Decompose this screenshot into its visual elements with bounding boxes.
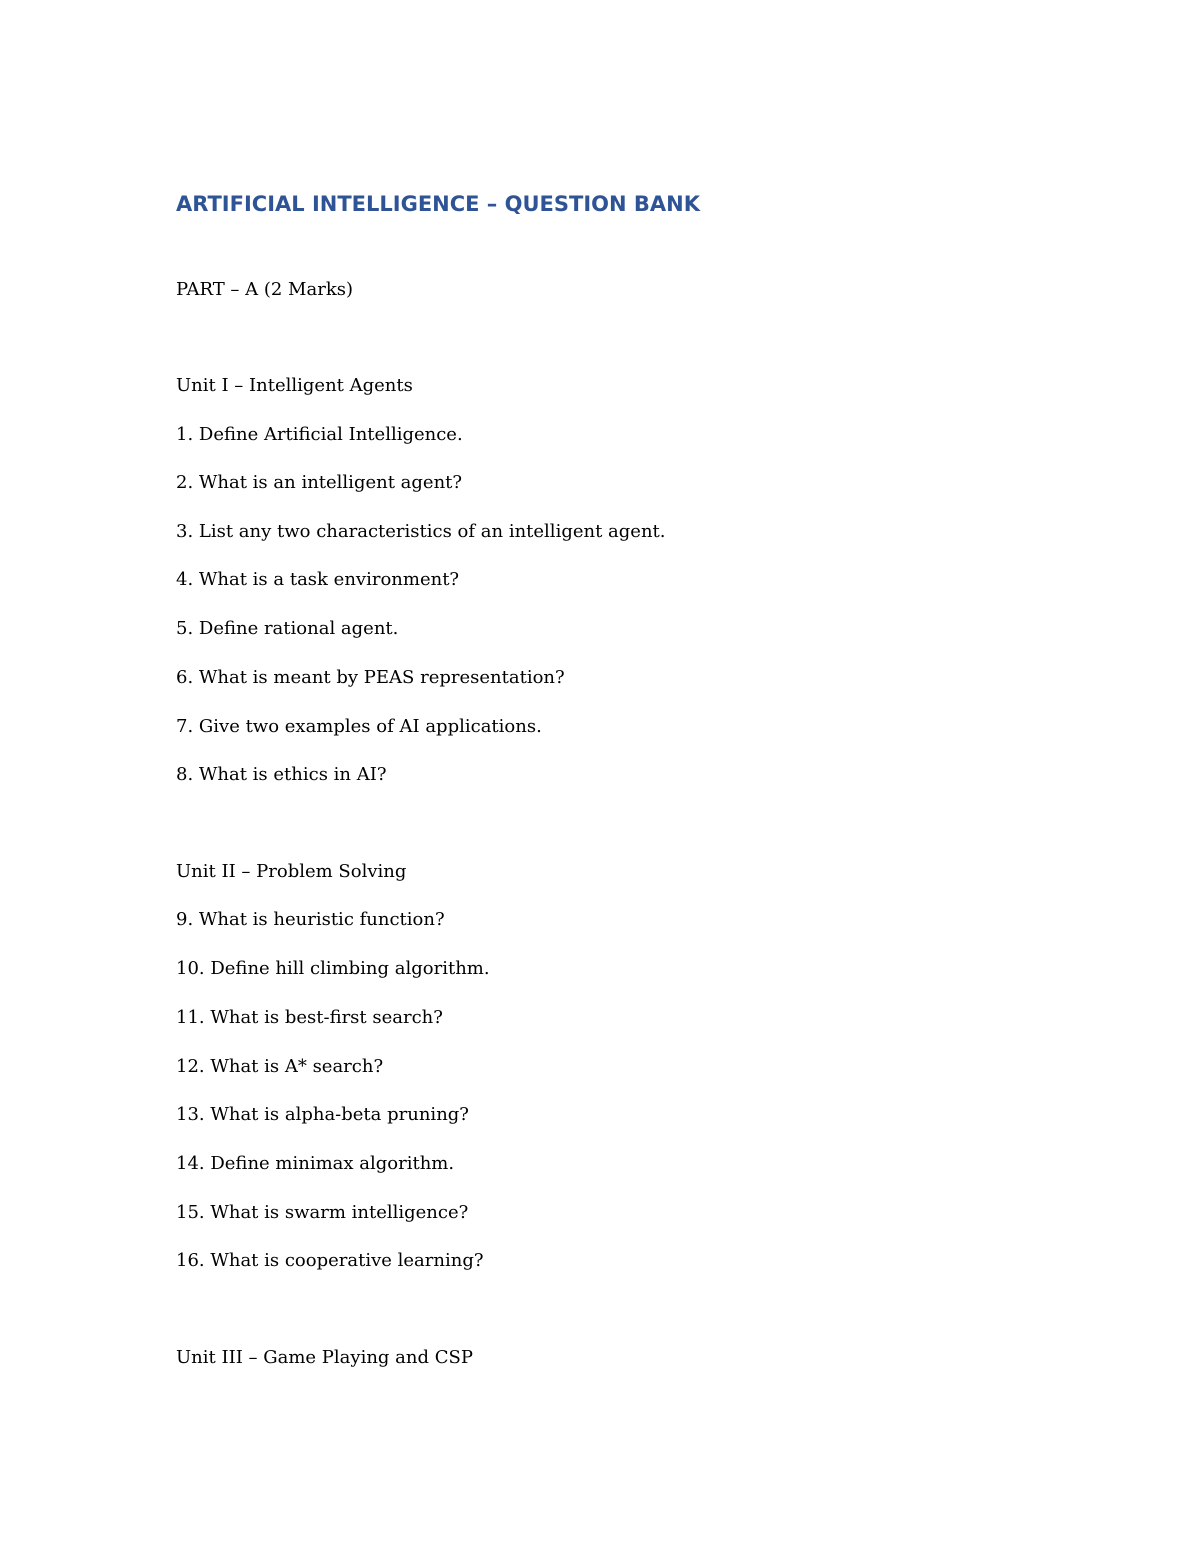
question-8: 8. What is ethics in AI? xyxy=(176,764,387,785)
document-title: ARTIFICIAL INTELLIGENCE – QUESTION BANK xyxy=(176,192,700,216)
question-16: 16. What is cooperative learning? xyxy=(176,1250,484,1271)
question-12: 12. What is A* search? xyxy=(176,1056,384,1077)
question-9: 9. What is heuristic function? xyxy=(176,909,445,930)
question-4: 4. What is a task environment? xyxy=(176,569,460,590)
question-6: 6. What is meant by PEAS representation? xyxy=(176,667,565,688)
unit-1-heading: Unit I – Intelligent Agents xyxy=(176,375,413,396)
unit-2-heading: Unit II – Problem Solving xyxy=(176,861,407,882)
part-heading: PART – A (2 Marks) xyxy=(176,279,353,300)
question-3: 3. List any two characteristics of an intelligent agent. xyxy=(176,521,666,542)
question-2: 2. What is an intelligent agent? xyxy=(176,472,463,493)
question-11: 11. What is best-first search? xyxy=(176,1007,443,1028)
question-7: 7. Give two examples of AI applications. xyxy=(176,716,542,737)
question-5: 5. Define rational agent. xyxy=(176,618,399,639)
question-13: 13. What is alpha-beta pruning? xyxy=(176,1104,469,1125)
question-14: 14. Define minimax algorithm. xyxy=(176,1153,455,1174)
question-15: 15. What is swarm intelligence? xyxy=(176,1202,469,1223)
question-10: 10. Define hill climbing algorithm. xyxy=(176,958,490,979)
unit-3-heading: Unit III – Game Playing and CSP xyxy=(176,1347,473,1368)
question-1: 1. Define Artificial Intelligence. xyxy=(176,424,463,445)
